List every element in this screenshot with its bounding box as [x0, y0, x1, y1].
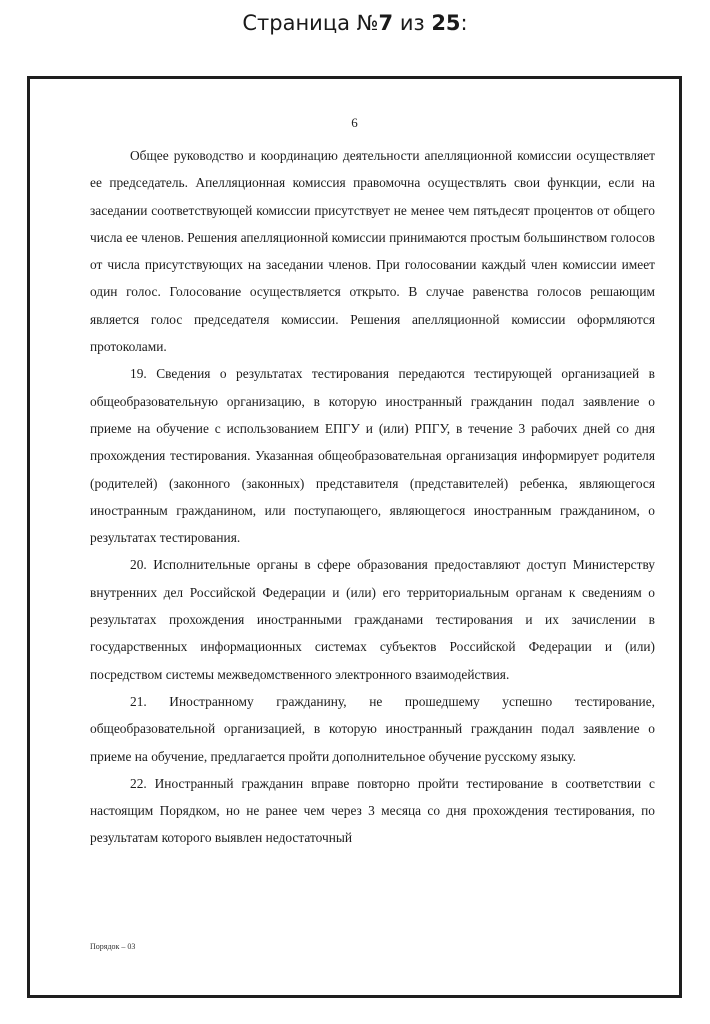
- total-pages-number: 25: [431, 11, 461, 35]
- document-body: [90, 142, 655, 852]
- scanned-page: [27, 76, 682, 998]
- paragraph-19: 19. Сведения о результатах тестирования передаются тестирующей организацией в общеобразовательную организацию, в которую иностранный гражданин подал заявление о приеме на обучение с использованием ЕПГУ и (или) РПГУ, в течение 3 рабочих дней со дня прохождения тестирования. Указанная общеобразовательная организация информирует родителя (родителей) (законного (законных) представителя (представителей) ребенка, являющегося иностранным гражданином, или поступающего, являющегося иностранным гражданином, о результатах тестирования.: [90, 366, 655, 546]
- document-footer: Порядок – 03: [90, 942, 136, 951]
- paragraph-22: 22. Иностранный гражданин вправе повторно пройти тестирование в соответствии с настоящим Порядком, но не ранее чем через 3 месяца со дня прохождения тестирования, по результатам которого выявлен недостаточный: [90, 775, 655, 846]
- page-indicator: [0, 8, 710, 38]
- page-indicator-suffix: :: [460, 11, 468, 35]
- paragraph-20: 20. Исполнительные органы в сфере образования предоставляют доступ Министерству внутренних дел Российской Федерации и (или) его территориальным органам к сведениям о результатах прохождения иностранными гражданами тестирования и их зачислении в государственных информационных системах субъектов Российской Федерации и (или) посредством системы межведомственного электронного взаимодействия.: [90, 557, 655, 682]
- current-page-number: 7: [378, 11, 394, 35]
- page-indicator-prefix: Страница №: [242, 11, 379, 35]
- page-indicator-separator: из: [393, 11, 432, 35]
- paragraph-21: 21. Иностранному гражданину, не прошедшему успешно тестирование, общеобразовательной организацией, в которую иностранный гражданин подал заявление о приеме на обучение, предлагается пройти дополнительное обучение русскому языку.: [90, 693, 655, 764]
- document-page-number: 6: [351, 115, 358, 130]
- paragraph-appeal-commission: Общее руководство и координацию деятельности апелляционной комиссии осуществляет ее председатель. Апелляционная комиссия правомочна осуществлять свои функции, если на заседании соответствующей комиссии присутствует не менее чем пятьдесят процентов от общего числа ее членов. Решения апелляционной комиссии принимаются простым большинством голосов от числа присутствующих на заседании членов. При голосовании каждый член комиссии имеет один голос. Голосование осуществляется открыто. В случае равенства голосов решающим является голос председателя комиссии. Решения апелляционной комиссии оформляются протоколами.: [90, 148, 655, 355]
